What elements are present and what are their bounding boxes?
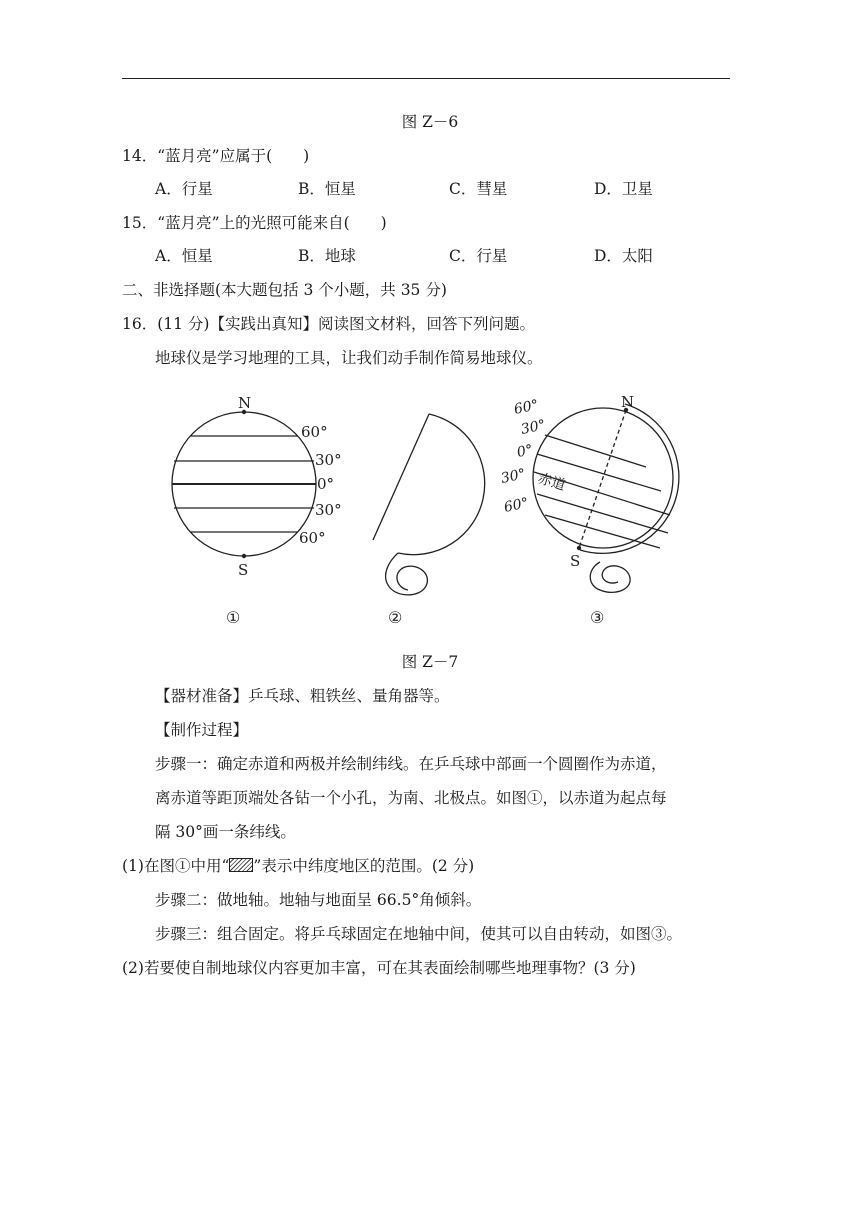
figure-6-caption: 图 Z－6 xyxy=(401,113,459,131)
question-16-stem: 16．(11 分)【实践出真知】阅读图文材料，回答下列问题。 xyxy=(122,315,535,333)
fig2-number: ② xyxy=(388,608,403,627)
question-14-option-c: C．彗星 xyxy=(449,180,508,198)
sub-question-1-before: (1)在图①中用“ xyxy=(122,857,230,875)
fig3-lat-label-30n: 30° xyxy=(519,417,548,438)
process-title: 【制作过程】 xyxy=(155,721,249,739)
question-15-option-c: C．行星 xyxy=(449,247,508,265)
question-15-option-a: A．恒星 xyxy=(155,247,213,265)
hatched-rectangle-icon xyxy=(229,858,253,872)
step-3-line: 步骤三：组合固定。将乒乓球固定在地轴中间，使其可以自由转动，如图③。 xyxy=(155,925,683,943)
fig3-lat-label-60n: 60° xyxy=(512,397,541,418)
fig1-south-label: S xyxy=(238,561,249,579)
question-14-stem: 14．“蓝月亮”应属于( ) xyxy=(122,147,310,165)
fig1-lat-label-30s: 30° xyxy=(315,501,342,519)
tilted-latitude-60n xyxy=(545,435,646,467)
fig3-lat-label-30s: 30° xyxy=(499,466,528,487)
fig1-lat-label-0: 0° xyxy=(317,475,335,493)
question-15-option-d: D．太阳 xyxy=(594,247,653,265)
fig3-equator-label: 赤道 xyxy=(535,470,568,495)
tilted-globe-figure xyxy=(533,404,679,592)
spiral-base xyxy=(386,553,428,595)
figure-7-caption: 图 Z－7 xyxy=(401,653,459,671)
tilted-south-pole-dot xyxy=(577,546,581,550)
fig3-number: ③ xyxy=(590,608,605,627)
step-1-line-3: 隔 30°画一条纬线。 xyxy=(155,823,296,841)
fig1-lat-label-60s: 60° xyxy=(299,529,326,547)
half-circle-wire xyxy=(398,414,485,555)
tilted-latitude-30s xyxy=(537,494,668,533)
question-16-intro: 地球仪是学习地理的工具，让我们动手制作简易地球仪。 xyxy=(155,349,543,367)
question-14-option-d: D．卫星 xyxy=(594,180,653,198)
fig1-north-label: N xyxy=(238,394,252,412)
axis-frame-figure xyxy=(373,414,485,595)
section-2-heading: 二、非选择题(本大题包括 3 个小题，共 35 分) xyxy=(122,281,447,299)
step-1-line-1: 步骤一：确定赤道和两极并绘制纬线。在乒乓球中部画一个圆圈作为赤道， xyxy=(155,755,667,773)
figure-7 xyxy=(0,385,860,645)
header-rule xyxy=(122,78,730,79)
question-14-option-a: A．行星 xyxy=(155,180,213,198)
south-pole-dot xyxy=(242,554,246,558)
globe-stand-base xyxy=(590,562,630,592)
sub-question-1-after: ”表示中纬度地区的范围。(2 分) xyxy=(253,857,475,875)
step-2-line: 步骤二：做地轴。地轴与地面呈 66.5°角倾斜。 xyxy=(155,891,482,909)
fig1-lat-label-30n: 30° xyxy=(315,451,342,469)
question-14-option-b: B．恒星 xyxy=(298,180,356,198)
sub-question-1 xyxy=(122,856,474,876)
stand-arc xyxy=(580,404,679,553)
globe-latitude-figure xyxy=(172,412,316,556)
axis-wire xyxy=(373,414,429,540)
fig3-lat-label-60s: 60° xyxy=(502,495,531,516)
fig3-lat-label-0: 0° xyxy=(515,441,535,461)
fig3-north-label: N xyxy=(621,393,635,411)
fig1-number: ① xyxy=(226,608,241,627)
sub-question-2: (2)若要使自制地球仪内容更加丰富，可在其表面绘制哪些地理事物？(3 分) xyxy=(122,959,636,977)
question-15-stem: 15．“蓝月亮”上的光照可能来自( ) xyxy=(122,214,387,232)
fig1-lat-label-60n: 60° xyxy=(301,423,328,441)
question-15-option-b: B．地球 xyxy=(298,247,356,265)
step-1-line-2: 离赤道等距顶端处各钻一个小孔，为南、北极点。如图①，以赤道为起点每 xyxy=(155,789,667,807)
materials-line: 【器材准备】乒乓球、粗铁丝、量角器等。 xyxy=(155,687,450,705)
fig3-south-label: S xyxy=(570,552,581,570)
tilted-latitude-60s xyxy=(545,515,660,548)
